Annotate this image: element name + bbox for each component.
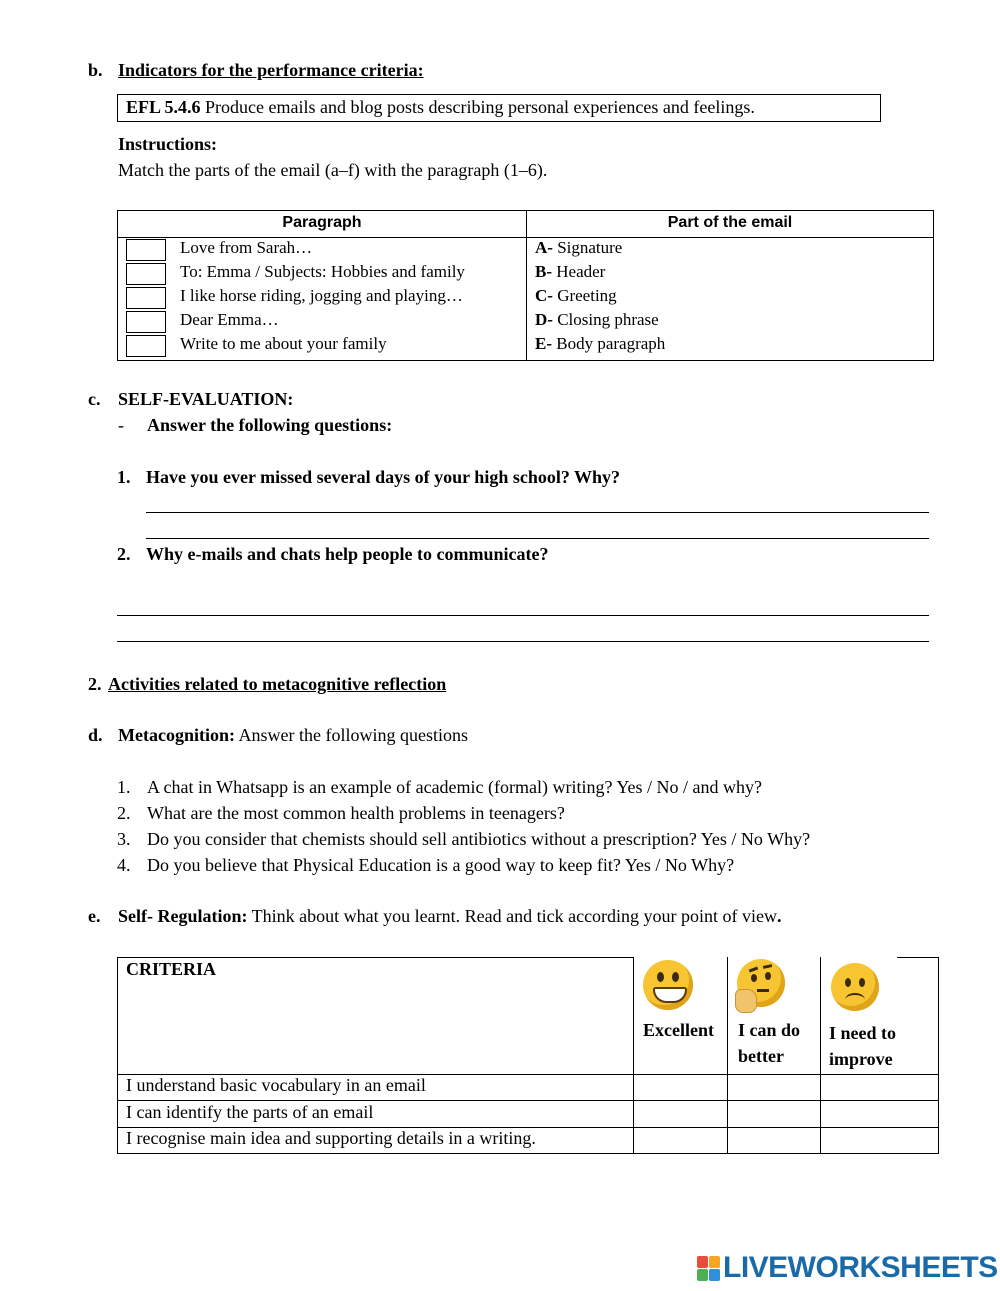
need-to-improve-header-line1: I need to <box>829 1023 896 1043</box>
answer-line-1b[interactable] <box>146 538 929 539</box>
answer-line-2b[interactable] <box>117 641 929 642</box>
section-e-text: Think about what you learnt. Read and tick according your point of view <box>247 906 778 926</box>
section-e-letter: e. <box>88 906 101 926</box>
header-paragraph: Paragraph <box>282 214 362 231</box>
matching-table <box>117 210 934 361</box>
indicator-text: Produce emails and blog posts describing personal experiences and feelings. <box>200 97 755 117</box>
list-number: 3. <box>117 829 131 849</box>
question-1: Have you ever missed several days of your high school? Why? <box>146 467 621 487</box>
tick-cell-row1-excellent[interactable] <box>634 1075 727 1100</box>
frowning-face-icon <box>831 963 879 1011</box>
metacognition-question: Do you consider that chemists should sell antibiotics without a prescription? Yes / No Why? <box>147 829 811 849</box>
part-label: Closing phrase <box>552 310 659 329</box>
part-label: Greeting <box>552 286 617 305</box>
list-number: 2. <box>117 803 131 823</box>
section-d-label: Metacognition: <box>118 725 235 745</box>
can-do-better-header-line1: I can do <box>738 1020 801 1040</box>
indicator-code: EFL 5.4.6 <box>126 97 201 117</box>
criteria-row-label: I understand basic vocabulary in an email <box>126 1075 426 1095</box>
logo-text: LIVEWORKSHEETS <box>723 1251 998 1284</box>
tick-cell-row2-better[interactable] <box>728 1101 820 1127</box>
metacognition-question: A chat in Whatsapp is an example of academic (formal) writing? Yes / No / and why? <box>147 777 762 797</box>
paragraph-item: I like horse riding, jogging and playing… <box>180 286 463 305</box>
tick-cell-row1-improve[interactable] <box>821 1075 938 1100</box>
tick-cell-row1-better[interactable] <box>728 1075 820 1100</box>
criteria-header: CRITERIA <box>126 959 217 979</box>
section-c-heading: SELF-EVALUATION: <box>118 389 294 409</box>
section-d-line <box>118 725 468 746</box>
question-number: 2. <box>117 544 131 564</box>
paragraph-item: Dear Emma… <box>180 310 279 329</box>
list-number: 1. <box>117 777 131 797</box>
answer-box-3[interactable] <box>126 287 166 309</box>
paragraph-item: Write to me about your family <box>180 334 387 353</box>
metacognition-question: What are the most common health problems in teenagers? <box>147 803 565 823</box>
part-item <box>535 334 665 354</box>
section-d-text: Answer the following questions <box>234 725 468 745</box>
part-item <box>535 262 605 282</box>
part-item <box>535 286 617 306</box>
answer-box-1[interactable] <box>126 239 166 261</box>
paragraph-item: Love from Sarah… <box>180 238 313 257</box>
question-number: 1. <box>117 467 131 487</box>
part-label: Signature <box>552 238 623 257</box>
part-letter: A- <box>535 238 553 257</box>
part-label: Header <box>552 262 606 281</box>
criteria-row-label: I can identify the parts of an email <box>126 1102 374 1122</box>
tick-cell-row3-better[interactable] <box>728 1128 820 1153</box>
criteria-row-label: I recognise main idea and supporting details in a writing. <box>126 1128 536 1148</box>
list-number: 4. <box>117 855 131 875</box>
part-item <box>535 238 622 258</box>
bullet-dash: - <box>118 415 124 435</box>
section-b-heading: Indicators for the performance criteria: <box>118 60 424 80</box>
answer-line-1a[interactable] <box>146 512 929 513</box>
section-2-number: 2. <box>88 674 102 694</box>
section-e-label: Self- Regulation: <box>118 906 248 926</box>
section-c-letter: c. <box>88 389 101 409</box>
section-d-letter: d. <box>88 725 103 745</box>
tick-cell-row2-excellent[interactable] <box>634 1101 727 1127</box>
part-item <box>535 310 659 330</box>
answer-box-4[interactable] <box>126 311 166 333</box>
section-e-period: . <box>777 906 782 926</box>
tick-cell-row3-improve[interactable] <box>821 1128 938 1153</box>
can-do-better-header-line2: better <box>738 1046 784 1066</box>
need-to-improve-header-line2: improve <box>829 1049 893 1069</box>
answer-box-5[interactable] <box>126 335 166 357</box>
indicator-box <box>117 94 881 122</box>
question-2: Why e-mails and chats help people to communicate? <box>146 544 549 564</box>
answer-line-2a[interactable] <box>117 615 929 616</box>
logo-blocks-icon <box>697 1256 721 1282</box>
tick-cell-row3-excellent[interactable] <box>634 1128 727 1153</box>
instructions-label: Instructions: <box>118 134 218 154</box>
part-label: Body paragraph <box>552 334 666 353</box>
instructions-text: Match the parts of the email (a–f) with the paragraph (1–6). <box>118 160 548 180</box>
part-letter: E- <box>535 334 552 353</box>
metacognition-question: Do you believe that Physical Education is a good way to keep fit? Yes / No Why? <box>147 855 735 875</box>
indicator-line <box>126 97 755 118</box>
self-regulation-table <box>117 957 939 1154</box>
table-divider <box>526 211 527 360</box>
part-letter: D- <box>535 310 553 329</box>
answer-box-2[interactable] <box>126 263 166 285</box>
section-c-sub: Answer the following questions: <box>147 415 393 435</box>
excellent-header: Excellent <box>643 1020 714 1040</box>
section-b-letter: b. <box>88 60 103 80</box>
grinning-face-icon <box>643 960 693 1010</box>
section-e-line <box>118 906 782 927</box>
tick-cell-row2-improve[interactable] <box>821 1101 938 1127</box>
part-letter: B- <box>535 262 552 281</box>
part-letter: C- <box>535 286 553 305</box>
header-part-of-email: Part of the email <box>667 214 793 231</box>
section-2-heading: Activities related to metacognitive reflection <box>108 674 447 694</box>
thinking-face-icon <box>737 959 785 1007</box>
paragraph-item: To: Emma / Subjects: Hobbies and family <box>180 262 465 281</box>
